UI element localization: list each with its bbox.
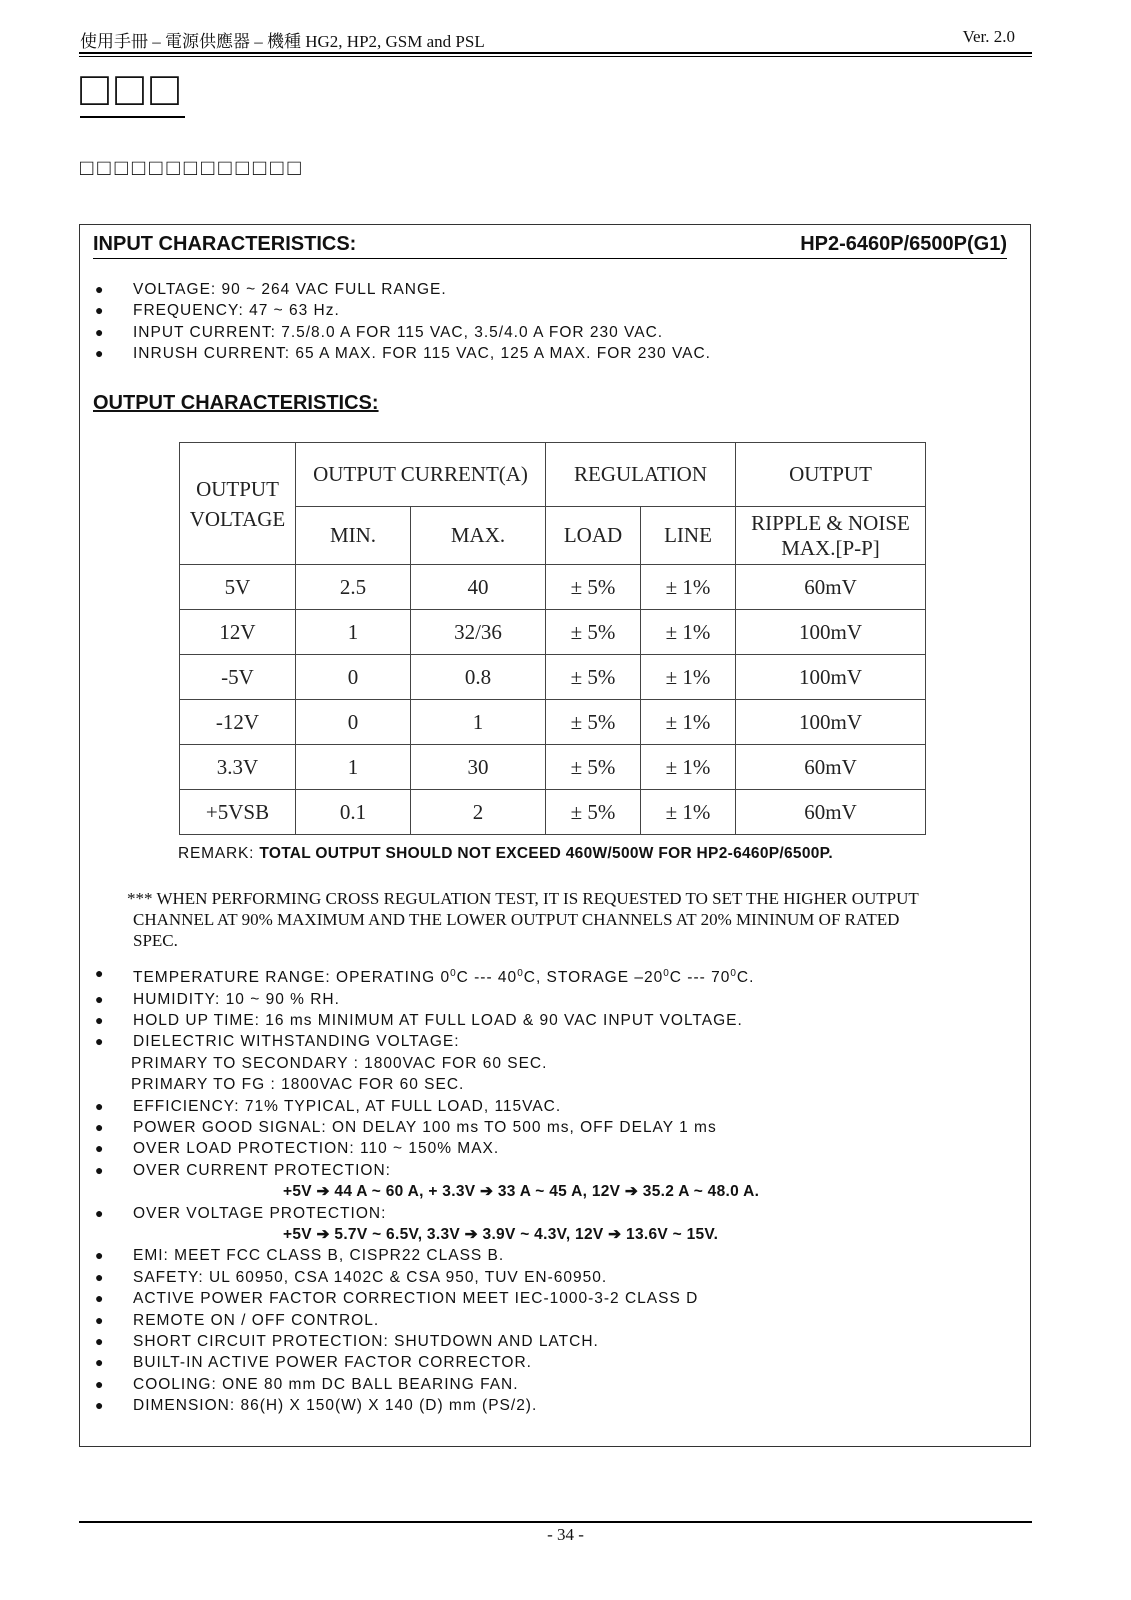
cell-voltage: +5VSB: [180, 790, 296, 835]
list-item: ● FREQUENCY: 47 ~ 63 Hz.: [95, 302, 340, 320]
cell-load: ± 5%: [546, 610, 641, 655]
cross-regulation-note: [127, 888, 1017, 951]
cell-ripple: 60mV: [736, 565, 926, 610]
cell-line: ± 1%: [641, 700, 736, 745]
header-rule-thin: [79, 56, 1032, 57]
cell-line: ± 1%: [641, 655, 736, 700]
cell-min: 0: [296, 655, 411, 700]
cell-voltage: 3.3V: [180, 745, 296, 790]
list-item: ● HOLD UP TIME: 16 ms MINIMUM AT FULL LOAD & 90 VAC INPUT VOLTAGE.: [95, 1011, 743, 1029]
cell-line: ± 1%: [641, 790, 736, 835]
note-line: *** WHEN PERFORMING CROSS REGULATION TEST, IT IS REQUESTED TO SET THE HIGHER OUTPUT: [127, 889, 919, 908]
cell-voltage: -5V: [180, 655, 296, 700]
list-item: ● ACTIVE POWER FACTOR CORRECTION MEET IEC-1000-3-2 CLASS D: [95, 1290, 699, 1308]
section-title: □□□: [80, 63, 185, 116]
cell-min: 1: [296, 745, 411, 790]
remark-label: REMARK:: [178, 845, 255, 862]
table-row: [180, 745, 926, 790]
output-heading: OUTPUT CHARACTERISTICS:: [93, 392, 379, 414]
col-min: MIN.: [296, 507, 411, 565]
col-line: LINE: [641, 507, 736, 565]
table-row: [180, 655, 926, 700]
header-version: Ver. 2.0: [962, 27, 1015, 46]
input-heading-rule: [93, 258, 1007, 259]
list-item: ● TEMPERATURE RANGE: OPERATING $0^0C$ --- $40^0C$, STORAGE $-20^0C$ --- $70^0C$.: [95, 965, 755, 987]
input-heading: INPUT CHARACTERISTICS:: [93, 233, 357, 255]
table-row: [180, 700, 926, 745]
list-item: ● DIELECTRIC WITHSTANDING VOLTAGE: PRIMARY TO SECONDARY : 1800VAC FOR 60 SEC. PRIMARY TO FG : 1800VAC FOR 60 SEC.: [95, 1033, 548, 1094]
col-output-voltage: OUTPUT VOLTAGE: [180, 443, 296, 565]
list-item: ● EMI: MEET FCC CLASS B, CISPR22 CLASS B.: [95, 1247, 505, 1265]
cell-min: 0: [296, 700, 411, 745]
spec-list: [93, 963, 759, 1417]
cell-line: ± 1%: [641, 745, 736, 790]
cell-max: 1: [411, 700, 546, 745]
list-item: ● REMOTE ON / OFF CONTROL.: [95, 1311, 380, 1329]
cell-load: ± 5%: [546, 790, 641, 835]
cell-load: ± 5%: [546, 565, 641, 610]
list-item: ● INPUT CURRENT: 7.5/8.0 A FOR 115 VAC, 3.5/4.0 A FOR 230 VAC.: [95, 323, 664, 341]
section-subtitle: □□□□□□□□□□□□□: [80, 155, 305, 180]
col-output: OUTPUT: [736, 443, 926, 507]
cell-load: ± 5%: [546, 700, 641, 745]
list-item: ● SAFETY: UL 60950, CSA 1402C & CSA 950, TUV EN-60950.: [95, 1268, 608, 1286]
cell-ripple: 100mV: [736, 655, 926, 700]
cell-min: 2.5: [296, 565, 411, 610]
col-output-current: OUTPUT CURRENT(A): [296, 443, 546, 507]
table-row: [180, 610, 926, 655]
cell-ripple: 100mV: [736, 700, 926, 745]
cell-max: 32/36: [411, 610, 546, 655]
input-list: [93, 279, 711, 365]
remark: [178, 845, 833, 863]
header-rule: [79, 52, 1032, 54]
header-title: 使用手冊 – 電源供應器 – 機種 HG2, HP2, GSM and PSL: [80, 32, 485, 51]
output-table: [179, 442, 926, 835]
remark-text: TOTAL OUTPUT SHOULD NOT EXCEED 460W/500W FOR HP2-6460P/6500P.: [259, 845, 833, 862]
cell-min: 0.1: [296, 790, 411, 835]
table-row: [180, 565, 926, 610]
cell-ripple: 60mV: [736, 745, 926, 790]
cell-min: 1: [296, 610, 411, 655]
cell-max: 30: [411, 745, 546, 790]
list-item: ● POWER GOOD SIGNAL: ON DELAY 100 ms TO 500 ms, OFF DELAY 1 ms: [95, 1119, 717, 1136]
col-ripple: RIPPLE & NOISE MAX.[P-P]: [736, 507, 926, 565]
list-item: ● BUILT-IN ACTIVE POWER FACTOR CORRECTOR.: [95, 1354, 532, 1372]
col-regulation: REGULATION: [546, 443, 736, 507]
list-item: ● COOLING: ONE 80 mm DC BALL BEARING FAN.: [95, 1375, 519, 1393]
list-item: ● OVER VOLTAGE PROTECTION: +5V ➔ 5.7V ~ 6.5V, 3.3V ➔ 3.9V ~ 4.3V, 12V ➔ 13.6V ~ 15V.: [95, 1204, 719, 1244]
table-row: [180, 790, 926, 835]
cell-max: 40: [411, 565, 546, 610]
list-item: ● EFFICIENCY: 71% TYPICAL, AT FULL LOAD, 115VAC.: [95, 1097, 562, 1115]
cell-line: ± 1%: [641, 610, 736, 655]
footer-rule: [79, 1521, 1032, 1523]
list-item: ● OVER LOAD PROTECTION: 110 ~ 150% MAX.: [95, 1140, 500, 1158]
cell-load: ± 5%: [546, 745, 641, 790]
cell-ripple: 60mV: [736, 790, 926, 835]
cell-load: ± 5%: [546, 655, 641, 700]
cell-voltage: -12V: [180, 700, 296, 745]
note-line: CHANNEL AT 90% MAXIMUM AND THE LOWER OUTPUT CHANNELS AT 20% MININUM OF RATED: [133, 910, 900, 929]
list-item: ● VOLTAGE: 90 ~ 264 VAC FULL RANGE.: [95, 281, 447, 298]
page-number: - 34 -: [547, 1525, 584, 1544]
cell-voltage: 12V: [180, 610, 296, 655]
model-number: HP2-6460P/6500P(G1): [800, 233, 1007, 255]
note-line: SPEC.: [133, 931, 178, 950]
cell-ripple: 100mV: [736, 610, 926, 655]
cell-voltage: 5V: [180, 565, 296, 610]
list-item: ● OVER CURRENT PROTECTION: +5V ➔ 44 A ~ 60 A, + 3.3V ➔ 33 A ~ 45 A, 12V ➔ 35.2 A ~ 48.0 A.: [95, 1161, 760, 1201]
list-item: ● HUMIDITY: 10 ~ 90 % RH.: [95, 990, 340, 1008]
list-item: ● INRUSH CURRENT: 65 A MAX. FOR 115 VAC, 125 A MAX. FOR 230 VAC.: [95, 345, 711, 363]
col-max: MAX.: [411, 507, 546, 565]
cell-line: ± 1%: [641, 565, 736, 610]
cell-max: 0.8: [411, 655, 546, 700]
list-item: ● SHORT CIRCUIT PROTECTION: SHUTDOWN AND LATCH.: [95, 1333, 599, 1351]
list-item: ● DIMENSION: 86(H) X 150(W) X 140 (D) mm (PS/2).: [95, 1397, 538, 1415]
col-load: LOAD: [546, 507, 641, 565]
cell-max: 2: [411, 790, 546, 835]
